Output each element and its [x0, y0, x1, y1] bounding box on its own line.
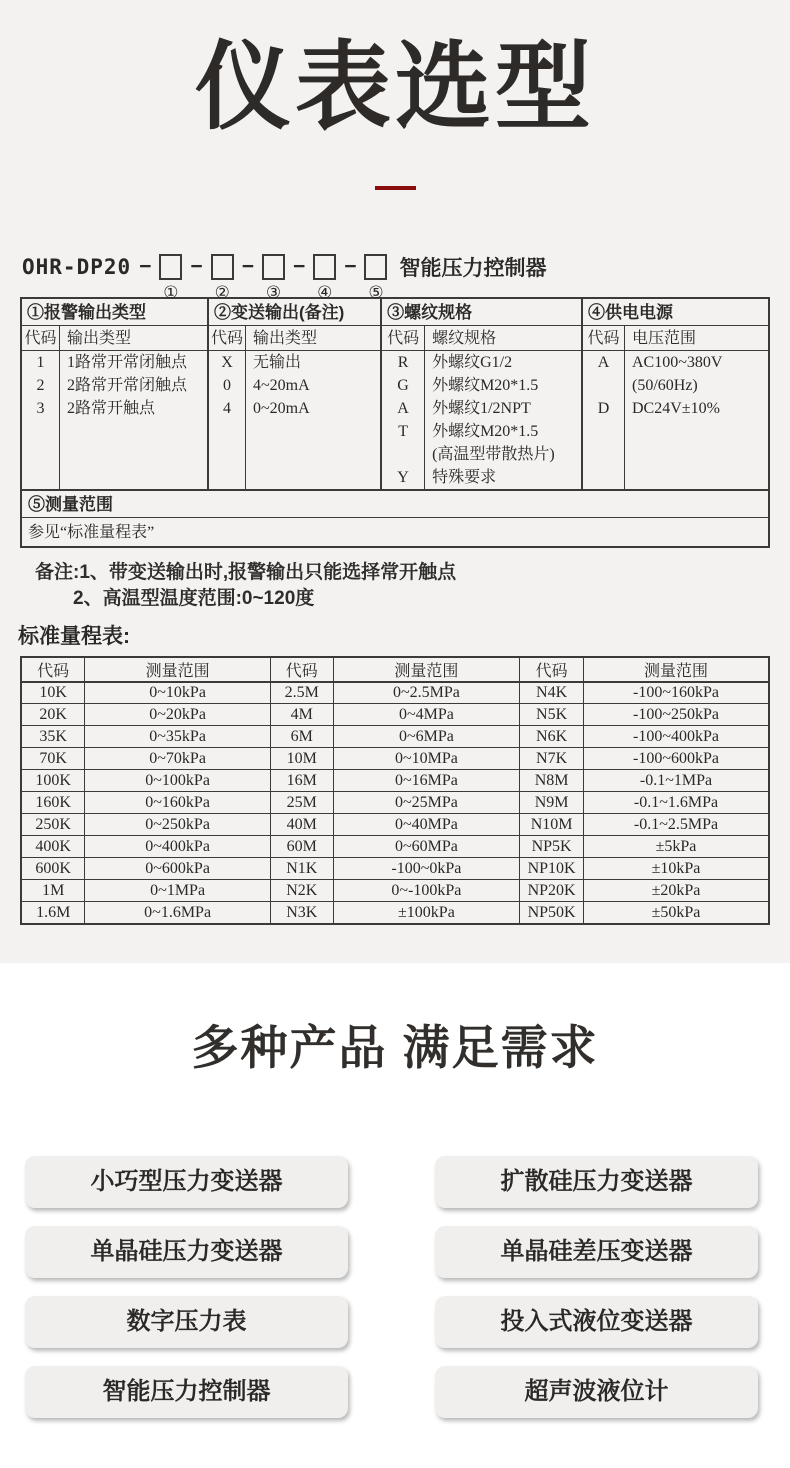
dash-separator: −	[241, 254, 254, 278]
range-table-header-cell: 测量范围	[85, 657, 270, 682]
page-title: 仪表选型	[195, 34, 595, 141]
model-box-wrap	[262, 254, 285, 302]
value-header: 电压范围	[632, 329, 697, 347]
range-code-cell: 250K	[21, 814, 85, 836]
model-box-wrap	[313, 254, 336, 302]
code-header: 代码	[209, 326, 246, 350]
code-cell: A	[397, 399, 409, 417]
range-value-cell: 0~40MPa	[333, 814, 519, 836]
selection-column-body	[382, 351, 581, 489]
standard-range-table	[20, 656, 770, 925]
product-button[interactable]: 单晶硅压力变送器	[25, 1226, 348, 1278]
product-button[interactable]: 数字压力表	[25, 1296, 348, 1348]
range-value-cell: 0~70kPa	[85, 748, 270, 770]
code-cell: Y	[397, 468, 409, 486]
code-header: 代码	[583, 326, 625, 350]
model-code-box	[364, 254, 387, 280]
value-header: 输出类型	[253, 329, 318, 347]
value-cell: 1路常开常闭触点	[67, 353, 188, 371]
range-code-cell: 1M	[21, 880, 85, 902]
remark-line-1: 备注:1、带变送输出时,报警输出只能选择常开触点	[35, 561, 457, 583]
position-number: ⑤	[368, 282, 384, 302]
selection-column-title: ②变送输出(备注)	[209, 299, 380, 326]
range-value-cell: 0~16MPa	[333, 770, 519, 792]
code-cell: G	[397, 376, 409, 394]
value-cell: 2路常开常闭触点	[67, 376, 188, 394]
range-value-cell: 0~400kPa	[85, 836, 270, 858]
range-code-cell: N10M	[520, 814, 584, 836]
range-code-cell: NP5K	[520, 836, 584, 858]
value-cell: DC24V±10%	[632, 399, 720, 417]
range-section-title: ⑤测量范围	[22, 489, 768, 517]
range-code-cell: 25M	[270, 792, 333, 814]
range-value-cell: 0~2.5MPa	[333, 682, 519, 704]
range-table-header-cell: 测量范围	[333, 657, 519, 682]
range-value-cell: ±10kPa	[584, 858, 769, 880]
code-header: 代码	[22, 326, 60, 350]
selection-column-title: ③螺纹规格	[382, 299, 581, 326]
range-code-cell: NP50K	[520, 902, 584, 924]
range-table-header-cell: 代码	[21, 657, 85, 682]
dash-separator: −	[292, 254, 306, 278]
range-code-cell: 40M	[270, 814, 333, 836]
value-cell: 外螺纹M20*1.5	[432, 376, 539, 394]
range-table-row	[21, 748, 769, 770]
range-table-heading: 标准量程表:	[18, 624, 130, 648]
range-code-cell: 600K	[21, 858, 85, 880]
selection-subheader	[22, 326, 207, 351]
value-cell: 外螺纹1/2NPT	[432, 399, 531, 417]
range-code-cell: 35K	[21, 726, 85, 748]
selection-subheader	[209, 326, 380, 351]
product-button[interactable]: 小巧型压力变送器	[25, 1156, 348, 1208]
range-value-cell: -0.1~1.6MPa	[584, 792, 769, 814]
range-table-row	[21, 858, 769, 880]
code-cells	[209, 351, 246, 489]
range-code-cell: N6K	[520, 726, 584, 748]
range-value-cell: 0~35kPa	[85, 726, 270, 748]
range-value-cell: -0.1~2.5MPa	[584, 814, 769, 836]
range-table-header-cell: 代码	[520, 657, 584, 682]
range-table-row	[21, 682, 769, 704]
value-cell: 外螺纹M20*1.5	[432, 422, 539, 440]
value-header: 螺纹规格	[432, 329, 497, 347]
code-cells	[382, 351, 425, 489]
selection-table-columns	[22, 299, 768, 489]
selection-column-title: ①报警输出类型	[22, 299, 207, 326]
selection-column	[22, 299, 207, 489]
value-cells	[246, 351, 310, 489]
range-table-row	[21, 902, 769, 924]
range-value-cell: 0~6MPa	[333, 726, 519, 748]
model-code-box	[262, 254, 285, 280]
code-cell: A	[597, 353, 610, 371]
red-divider	[375, 186, 416, 190]
range-value-cell: 0~160kPa	[85, 792, 270, 814]
range-table-row	[21, 880, 769, 902]
range-value-cell: 0~-100kPa	[333, 880, 519, 902]
products-section	[0, 963, 790, 1468]
model-segment	[234, 254, 285, 302]
range-code-cell: 400K	[21, 836, 85, 858]
range-value-cell: 0~4MPa	[333, 704, 519, 726]
range-section-note: 参见“标准量程表”	[22, 517, 768, 546]
product-button[interactable]: 智能压力控制器	[25, 1366, 348, 1418]
model-segment	[131, 254, 182, 302]
value-header: 输出类型	[67, 329, 132, 347]
range-value-cell: ±50kPa	[584, 902, 769, 924]
code-cells	[22, 351, 60, 489]
dash-separator: −	[344, 254, 357, 278]
range-value-cell: 0~1MPa	[85, 880, 270, 902]
code-cells	[583, 351, 625, 489]
code-cell: 4	[223, 399, 231, 417]
model-code-box	[211, 254, 234, 280]
model-segment	[182, 254, 233, 302]
value-cell: 0~20mA	[253, 399, 310, 417]
range-table-row	[21, 836, 769, 858]
range-code-cell: N4K	[520, 682, 584, 704]
range-value-cell: -100~600kPa	[584, 748, 769, 770]
range-value-cell: 0~10MPa	[333, 748, 519, 770]
range-table-header-cell: 代码	[270, 657, 333, 682]
value-cell: 2路常开触点	[67, 399, 156, 417]
range-value-cell: 0~10kPa	[85, 682, 270, 704]
range-value-cell: -100~400kPa	[584, 726, 769, 748]
product-button[interactable]: 单晶硅差压变送器	[435, 1226, 758, 1278]
selection-column-body	[22, 351, 207, 489]
code-header: 代码	[382, 326, 425, 350]
value-cell: 特殊要求	[432, 468, 497, 486]
range-code-cell: 70K	[21, 748, 85, 770]
range-code-cell: 60M	[270, 836, 333, 858]
range-value-cell: -100~160kPa	[584, 682, 769, 704]
range-code-cell: 160K	[21, 792, 85, 814]
range-code-cell: NP10K	[520, 858, 584, 880]
model-code-box	[313, 254, 336, 280]
value-cell: 外螺纹G1/2	[432, 353, 513, 371]
range-code-cell: N3K	[270, 902, 333, 924]
code-cell: 2	[36, 376, 45, 394]
position-number: ①	[163, 282, 179, 302]
range-value-cell: 0~1.6MPa	[85, 902, 270, 924]
range-code-cell: N7K	[520, 748, 584, 770]
range-code-cell: N9M	[520, 792, 584, 814]
range-table-row	[21, 814, 769, 836]
range-table-row	[21, 792, 769, 814]
range-code-cell: N8M	[520, 770, 584, 792]
range-table-header	[21, 657, 769, 682]
model-box-wrap	[364, 254, 387, 302]
code-cell	[583, 374, 624, 397]
selection-column	[581, 299, 768, 489]
value-cells	[425, 351, 555, 489]
selection-table	[20, 297, 770, 548]
range-code-cell: N1K	[270, 858, 333, 880]
range-table-header-cell: 测量范围	[584, 657, 769, 682]
model-box-wrap	[159, 254, 182, 302]
range-code-cell: N2K	[270, 880, 333, 902]
model-code-boxes	[131, 254, 387, 302]
range-value-cell: 0~250kPa	[85, 814, 270, 836]
product-button-grid	[0, 1156, 790, 1418]
code-cell: 0	[223, 376, 231, 394]
code-cell: R	[397, 353, 409, 371]
value-cells	[625, 351, 722, 489]
range-value-cell: ±20kPa	[584, 880, 769, 902]
remarks	[35, 560, 790, 612]
range-code-cell: NP20K	[520, 880, 584, 902]
range-table-row	[21, 704, 769, 726]
code-cell: 3	[36, 399, 45, 417]
range-value-cell: 0~60MPa	[333, 836, 519, 858]
products-headline: 多种产品 满足需求	[191, 1021, 599, 1074]
code-cell: T	[398, 422, 408, 440]
range-value-cell: 0~25MPa	[333, 792, 519, 814]
remark-line-2: 2、高温型温度范围:0~120度	[73, 587, 315, 609]
selection-column-title: ④供电电源	[583, 299, 768, 326]
model-box-wrap	[211, 254, 234, 302]
product-button[interactable]: 超声波液位计	[435, 1366, 758, 1418]
range-value-cell: 0~20kPa	[85, 704, 270, 726]
range-table-row	[21, 770, 769, 792]
selection-column-body	[583, 351, 768, 489]
range-value-cell: ±100kPa	[333, 902, 519, 924]
range-code-cell: N5K	[520, 704, 584, 726]
value-cell: (50/60Hz)	[632, 376, 698, 394]
position-number: ④	[317, 282, 333, 302]
selection-column	[380, 299, 581, 489]
code-cell: D	[597, 399, 610, 417]
code-cell: X	[221, 353, 233, 371]
position-number: ③	[265, 282, 282, 302]
dash-separator: −	[139, 254, 152, 278]
range-value-cell: ±5kPa	[584, 836, 769, 858]
range-code-cell: 10M	[270, 748, 333, 770]
selection-subheader	[382, 326, 581, 351]
range-table-row	[21, 726, 769, 748]
value-cell: (高温型带散热片)	[432, 445, 555, 463]
range-code-cell: 10K	[21, 682, 85, 704]
range-table-header-row	[21, 657, 769, 682]
range-code-cell: 2.5M	[270, 682, 333, 704]
value-cell: 4~20mA	[253, 376, 310, 394]
value-cell: 无输出	[253, 353, 302, 371]
model-segment	[285, 254, 336, 302]
product-button[interactable]: 投入式液位变送器	[435, 1296, 758, 1348]
range-value-cell: 0~600kPa	[85, 858, 270, 880]
position-number: ②	[214, 282, 230, 302]
range-code-cell: 1.6M	[21, 902, 85, 924]
model-segment	[336, 254, 387, 302]
model-code-box	[159, 254, 182, 280]
model-code-row	[22, 252, 790, 302]
range-code-cell: 4M	[270, 704, 333, 726]
selection-column-body	[209, 351, 380, 489]
dash-separator: −	[190, 254, 203, 278]
range-value-cell: -100~250kPa	[584, 704, 769, 726]
selection-column	[207, 299, 380, 489]
range-table-body	[21, 682, 769, 924]
selection-subheader	[583, 326, 768, 351]
range-code-cell: 100K	[21, 770, 85, 792]
model-suffix: 智能压力控制器	[399, 256, 547, 280]
product-button[interactable]: 扩散硅压力变送器	[435, 1156, 758, 1208]
range-code-cell: 6M	[270, 726, 333, 748]
value-cells	[60, 351, 187, 489]
code-cell	[382, 443, 424, 466]
model-prefix: OHR-DP20	[22, 254, 132, 279]
range-value-cell: -0.1~1MPa	[584, 770, 769, 792]
code-cell: 1	[36, 353, 45, 371]
range-value-cell: -100~0kPa	[333, 858, 519, 880]
range-code-cell: 20K	[21, 704, 85, 726]
range-value-cell: 0~100kPa	[85, 770, 270, 792]
range-code-cell: 16M	[270, 770, 333, 792]
value-cell: AC100~380V	[632, 353, 723, 371]
